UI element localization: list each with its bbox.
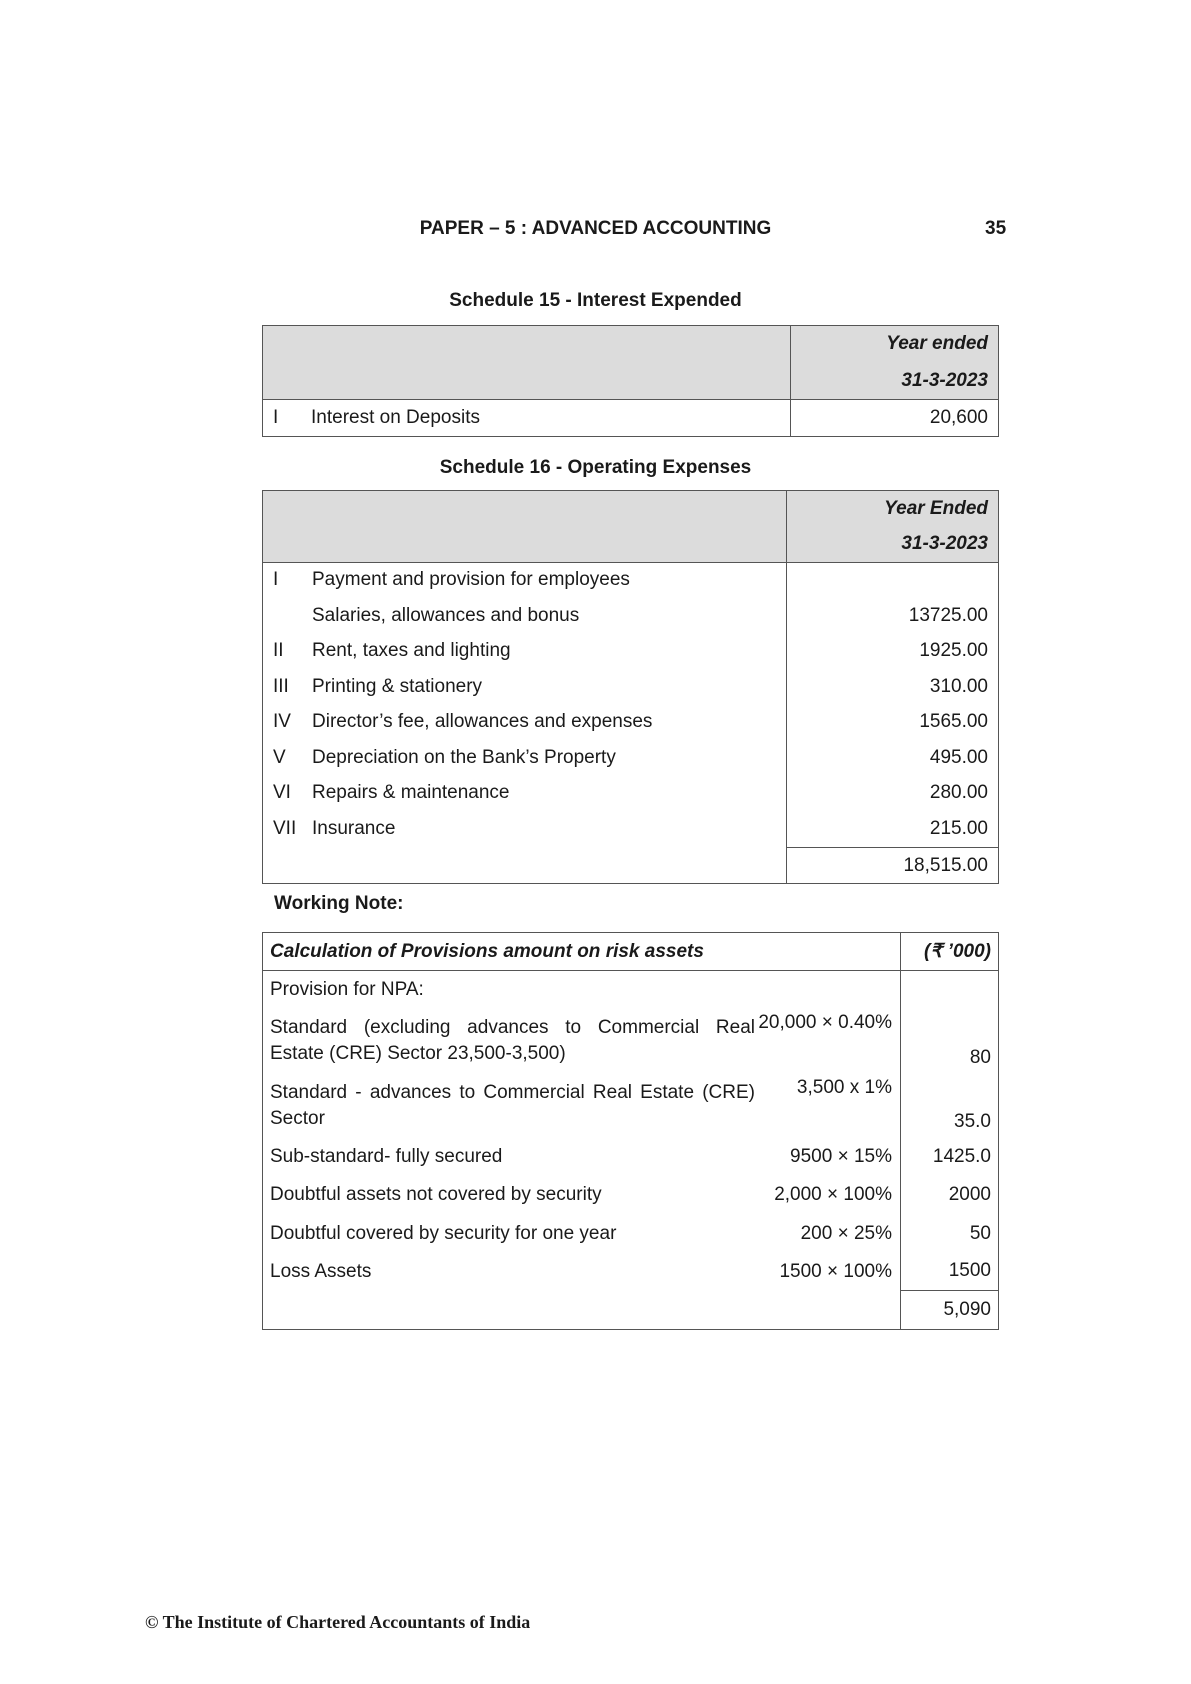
row-number: I — [273, 569, 279, 591]
row-value: 495.00 — [787, 740, 999, 776]
blank-cell — [263, 848, 313, 884]
schedule-16-header-row — [263, 491, 999, 527]
header-blank-cell — [263, 491, 313, 527]
table-row — [263, 1176, 999, 1215]
total-row — [263, 1291, 999, 1330]
row-label: Loss Assets — [270, 1260, 372, 1282]
table-row — [263, 563, 999, 598]
row-number: V — [273, 746, 286, 768]
row-label: Interest on Deposits — [311, 407, 480, 428]
row-label: Salaries, allowances and bonus — [312, 604, 580, 626]
header-blank-cell — [312, 527, 787, 563]
header-blank-cell — [299, 363, 791, 400]
row-label: Rent, taxes and lighting — [312, 640, 511, 661]
working-note-table — [262, 932, 999, 1330]
working-note-header-row — [263, 933, 999, 971]
row-value: 2000 — [901, 1176, 999, 1215]
schedule-15-col-header: Year ended — [791, 326, 999, 363]
table-row — [263, 776, 999, 811]
schedule-16-col-header: Year Ended — [787, 491, 999, 527]
section-label: Provision for NPA: — [270, 978, 424, 1000]
row-value: 1565.00 — [787, 705, 999, 740]
blank-cell — [312, 848, 787, 884]
row-label: Printing & stationery — [312, 675, 483, 697]
table-row — [263, 400, 999, 437]
row-label: Standard (excluding advances to Commercial Real Estate (CRE) Sector 23,500-3,500) — [270, 1017, 755, 1064]
row-calc: 9500 × 15% — [790, 1145, 892, 1167]
working-note-total: 5,090 — [901, 1291, 999, 1330]
blank-cell — [263, 1291, 756, 1330]
unit-label: (₹ ’000) — [901, 933, 999, 971]
row-number: IV — [273, 711, 291, 732]
row-value: 1500 — [901, 1253, 999, 1291]
row-label: Insurance — [312, 818, 396, 839]
row-label: Sub-standard- fully secured — [270, 1145, 503, 1167]
row-value — [787, 563, 999, 598]
row-label: Standard - advances to Commercial Real Estate (CRE) Sector — [270, 1081, 755, 1129]
row-value: 1425.0 — [901, 1138, 999, 1176]
section-row — [263, 971, 999, 1009]
row-number: I — [273, 407, 279, 428]
table-row — [263, 634, 999, 669]
row-label: Payment and provision for employees — [312, 569, 630, 591]
schedule-15-table — [262, 325, 999, 437]
row-label: Depreciation on the Bank’s Property — [312, 746, 616, 768]
schedule-15-col-date: 31-3-2023 — [791, 363, 999, 400]
blank-cell — [755, 1291, 901, 1330]
schedule-15-caption: Schedule 15 - Interest Expended — [449, 290, 742, 311]
table-row — [263, 1138, 999, 1176]
table-row — [263, 1009, 999, 1074]
row-number: VI — [273, 782, 291, 803]
blank-cell — [901, 971, 999, 1009]
table-row — [263, 740, 999, 776]
header-blank-cell — [263, 527, 313, 563]
page-number: 35 — [985, 218, 1007, 239]
row-value: 280.00 — [787, 776, 999, 811]
row-number: II — [273, 640, 284, 661]
row-value: 80 — [901, 1009, 999, 1074]
table-row — [263, 669, 999, 705]
row-value: 20,600 — [791, 400, 999, 437]
row-label: Doubtful assets not covered by security — [270, 1184, 602, 1205]
schedule-15-header-row — [263, 326, 999, 363]
row-value: 35.0 — [901, 1074, 999, 1138]
schedule-16-table — [262, 490, 999, 884]
table-row — [263, 705, 999, 740]
schedule-16-total: 18,515.00 — [787, 848, 999, 884]
table-row — [263, 598, 999, 634]
schedule-16-header-row — [263, 527, 999, 563]
row-number — [263, 598, 313, 634]
schedule-15-header-row — [263, 363, 999, 400]
header-blank-cell — [312, 491, 787, 527]
row-value: 215.00 — [787, 811, 999, 848]
total-row — [263, 848, 999, 884]
row-label: Director’s fee, allowances and expenses — [312, 711, 653, 732]
working-note-title: Calculation of Provisions amount on risk assets — [270, 940, 704, 962]
table-row — [263, 811, 999, 848]
row-calc: 2,000 × 100% — [774, 1184, 892, 1205]
header-blank-cell — [299, 326, 791, 363]
row-number: VII — [273, 818, 297, 839]
table-row — [263, 1074, 999, 1138]
page-header-title: PAPER – 5 : ADVANCED ACCOUNTING — [419, 218, 772, 239]
row-calc: 200 × 25% — [800, 1222, 892, 1244]
row-calc: 20,000 × 0.40% — [758, 1011, 892, 1033]
row-label: Repairs & maintenance — [312, 782, 510, 803]
table-row — [263, 1253, 999, 1291]
row-value: 310.00 — [787, 669, 999, 705]
row-number: III — [273, 675, 289, 697]
row-value: 1925.00 — [787, 634, 999, 669]
row-value: 50 — [901, 1215, 999, 1253]
header-blank-cell — [263, 326, 300, 363]
schedule-16-col-date: 31-3-2023 — [787, 527, 999, 563]
row-calc: 3,500 x 1% — [796, 1076, 892, 1098]
footer-copyright: © The Institute of Chartered Accountants of India — [145, 1612, 531, 1632]
header-blank-cell — [263, 363, 300, 400]
working-note-heading: Working Note: — [274, 893, 404, 914]
row-value: 13725.00 — [787, 598, 999, 634]
row-calc: 1500 × 100% — [779, 1260, 892, 1282]
table-row — [263, 1215, 999, 1253]
row-label: Doubtful covered by security for one year — [270, 1222, 617, 1244]
schedule-16-caption: Schedule 16 - Operating Expenses — [439, 457, 752, 478]
